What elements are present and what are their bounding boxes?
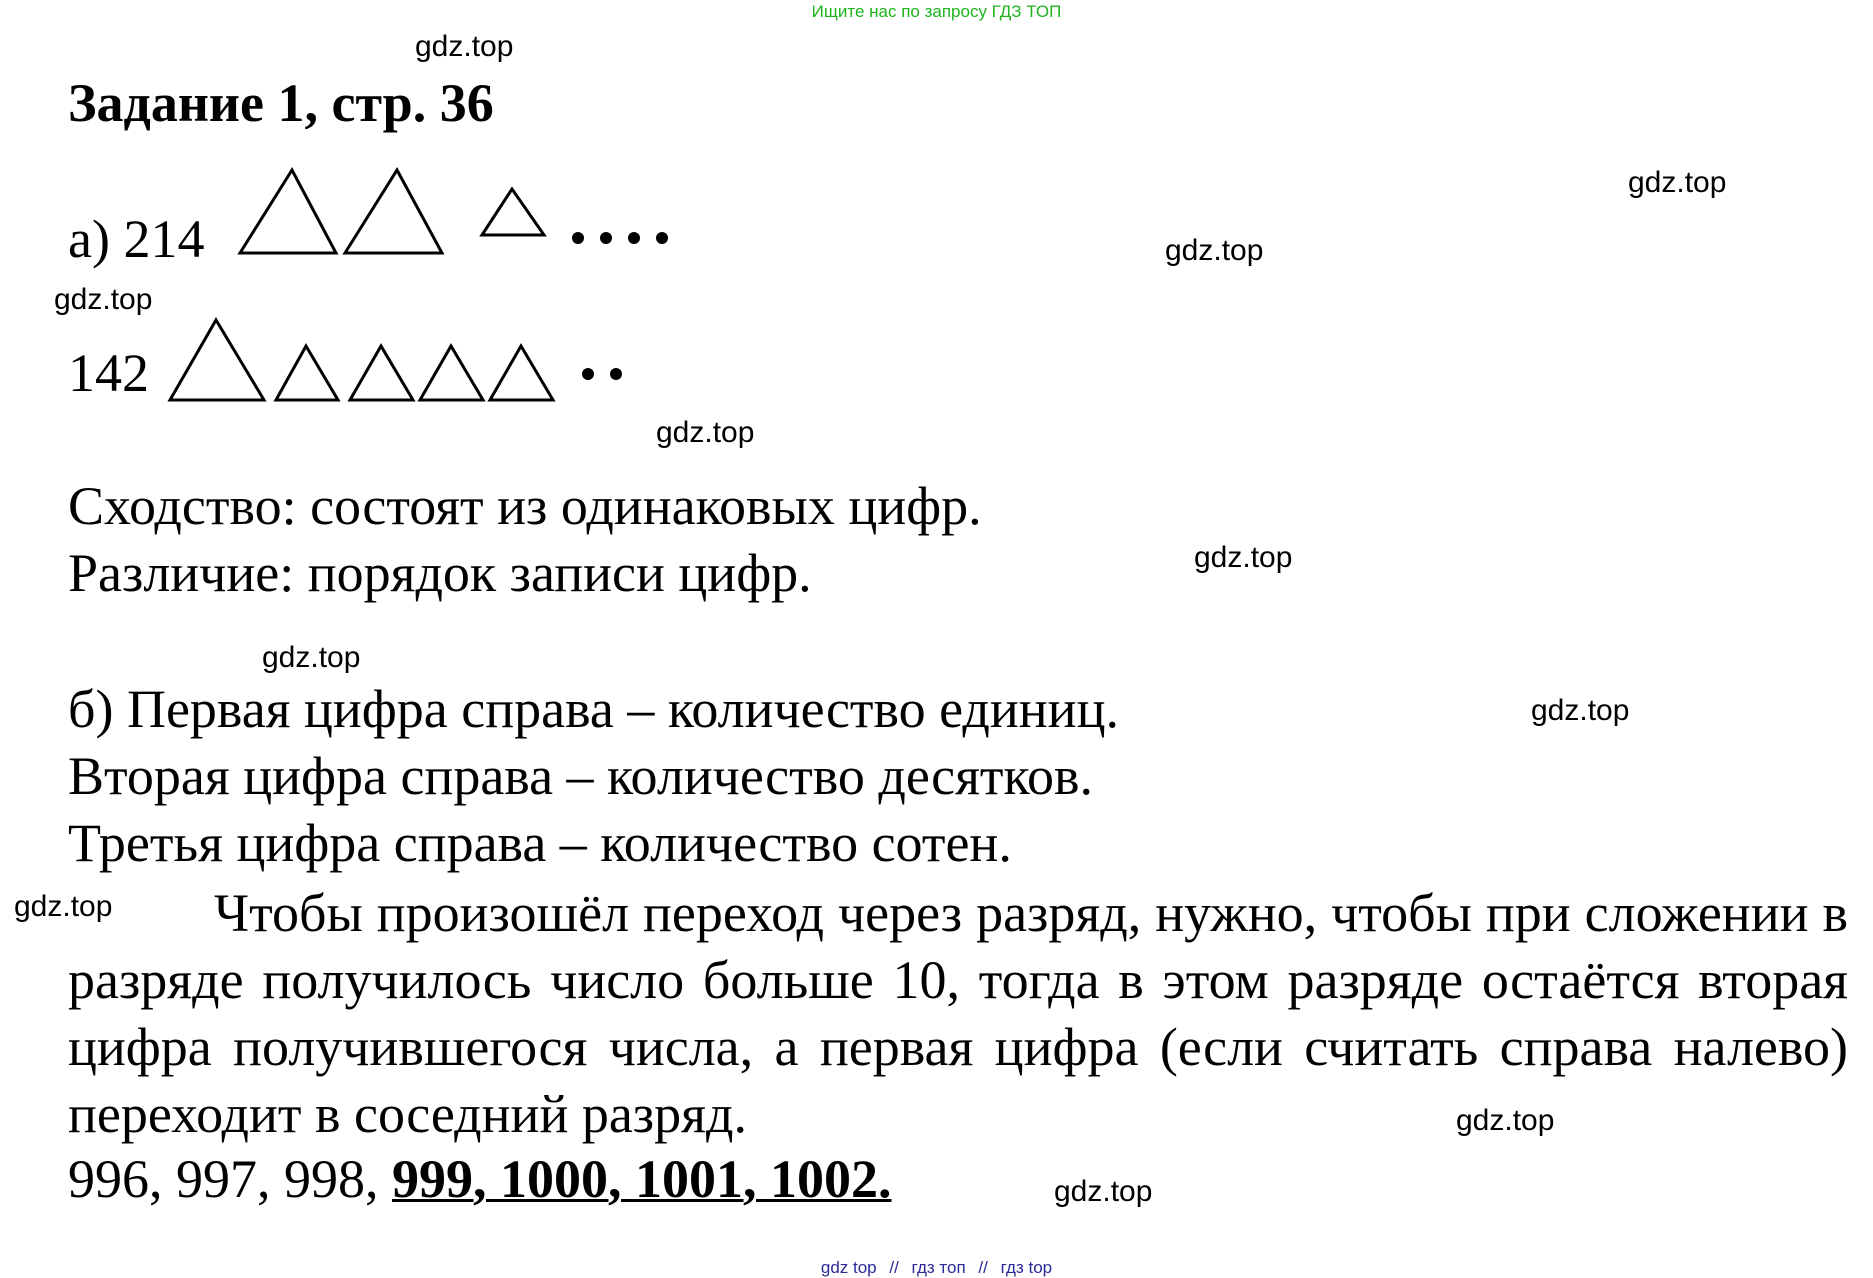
watermark: gdz.top	[14, 890, 113, 923]
watermark: gdz.top	[1628, 166, 1727, 199]
footer-link[interactable]: gdz top	[820, 1258, 877, 1277]
unit-dot	[610, 368, 622, 380]
footer-link[interactable]: гдз top	[1000, 1258, 1053, 1277]
sequence-plain: 996, 997, 998,	[68, 1149, 379, 1209]
watermark: gdz.top	[1054, 1175, 1153, 1208]
part-a-label: а)	[68, 209, 110, 269]
unit-dot	[628, 232, 640, 244]
watermark: gdz.top	[1194, 541, 1293, 574]
ten-triangle	[350, 346, 413, 400]
unit-dot	[582, 368, 594, 380]
watermark: gdz.top	[54, 283, 153, 316]
number-142: 142	[68, 343, 149, 403]
hundred-triangle	[170, 320, 264, 400]
row-214	[68, 208, 204, 270]
footer-links	[0, 1258, 1873, 1278]
similarity-text: Сходство: состоят из одинаковых цифр.	[68, 476, 982, 536]
watermark: gdz.top	[656, 416, 755, 449]
header-search-link[interactable]: Ищите нас по запросу ГДЗ ТОП	[811, 2, 1062, 21]
footer-separator: //	[978, 1258, 988, 1277]
sequence-answer: 999, 1000, 1001, 1002.	[392, 1149, 892, 1209]
footer-link[interactable]: гдз топ	[911, 1258, 966, 1277]
carry-explanation	[68, 880, 1848, 1148]
ten-triangle	[276, 346, 338, 400]
watermark: gdz.top	[415, 30, 514, 63]
ten-triangle	[490, 346, 553, 400]
carry-explanation-text: Чтобы произошёл переход через разряд, нужно, чтобы при сложении в разряде получилось число больше 10, тогда в этом разряде остаётся вторая цифра получившегося числа, а первая цифра (если считать справа налево) переходит в соседний разряд.	[68, 883, 1848, 1144]
number-sequence	[68, 1148, 892, 1210]
watermark: gdz.top	[1456, 1104, 1555, 1137]
ten-triangle	[420, 346, 483, 400]
blocks-142	[160, 300, 680, 410]
unit-dot	[600, 232, 612, 244]
ten-triangle	[482, 189, 544, 235]
watermark: gdz.top	[262, 641, 361, 674]
footer-separator: //	[889, 1258, 899, 1277]
unit-dot	[572, 232, 584, 244]
part-b-line-1: б) Первая цифра справа – количество единиц.	[68, 679, 1119, 739]
watermark: gdz.top	[1165, 234, 1264, 267]
page-title: Задание 1, стр. 36	[68, 73, 494, 133]
part-b-line-3: Третья цифра справа – количество сотен.	[68, 813, 1012, 873]
difference-text: Различие: порядок записи цифр.	[68, 543, 812, 603]
blocks-214	[230, 155, 750, 265]
hundred-triangle	[240, 170, 336, 253]
number-214: 214	[123, 209, 205, 269]
watermark: gdz.top	[1531, 694, 1630, 727]
hundred-triangle	[345, 170, 442, 253]
unit-dot	[656, 232, 668, 244]
part-b-line-2: Вторая цифра справа – количество десятков.	[68, 746, 1094, 806]
